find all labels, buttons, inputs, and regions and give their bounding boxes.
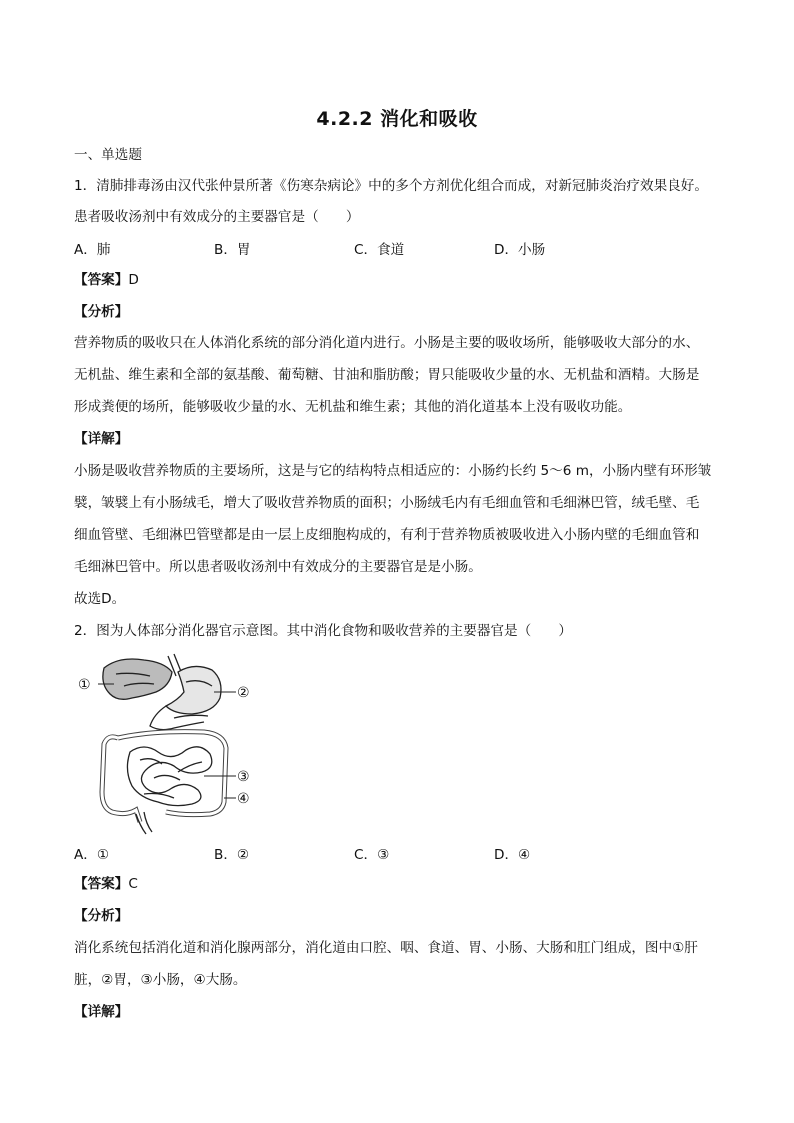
detail-label: 【详解】	[74, 1004, 129, 1020]
q1-answer	[74, 270, 734, 290]
q1-stem-line2: 患者吸收汤剂中有效成分的主要器官是（ ）	[74, 209, 360, 225]
q2-option-b: B．②	[214, 847, 250, 863]
analysis-label: 【分析】	[74, 304, 129, 320]
q2-detail-label	[74, 1002, 734, 1022]
digestive-system-figure	[74, 652, 264, 836]
q1-analysis-line: 形成粪便的场所，能够吸收少量的水、无机盐和维生素；其他的消化道基本上没有吸收功能。	[74, 399, 632, 415]
figure-label-2: ②	[237, 685, 250, 701]
q1-detail-line: 毛细淋巴管中。所以患者吸收汤剂中有效成分的主要器官是是小肠。	[74, 559, 482, 575]
q2-option-a: A．①	[74, 847, 110, 863]
q1-detail-label	[74, 429, 734, 449]
q2-analysis-line: 消化系统包括消化道和消化腺两部分，消化道由口腔、咽、食道、胃、小肠、大肠和肛门组成，图中①肝	[74, 940, 698, 956]
q1-answer-value: D	[128, 272, 139, 288]
figure-label-4: ④	[237, 791, 250, 807]
analysis-label: 【分析】	[74, 908, 129, 924]
q1-analysis-label	[74, 302, 734, 322]
q2-answer-value: C	[128, 876, 138, 892]
q2-analysis-label	[74, 906, 734, 926]
answer-label: 【答案】	[74, 272, 129, 288]
q2-option-c: C．③	[354, 847, 390, 863]
q1-analysis-line: 营养物质的吸收只在人体消化系统的部分消化道内进行。小肠是主要的吸收场所，能够吸收大部分的水、	[74, 335, 700, 351]
q1-option-b: B．胃	[214, 242, 251, 258]
figure-label-3: ③	[237, 769, 250, 785]
q1-detail-line: 小肠是吸收营养物质的主要场所，这是与它的结构特点相适应的：小肠约长约 5～6 m，小肠内壁有环形皱	[74, 463, 712, 479]
q1-analysis-line: 无机盐、维生素和全部的氨基酸、葡萄糖、甘油和脂肪酸；胃只能吸收少量的水、无机盐和酒精。大肠是	[74, 367, 700, 383]
q2-analysis-line: 脏，②胃，③小肠，④大肠。	[74, 972, 247, 988]
q1-stem-line1: 1．清肺排毒汤由汉代张仲景所著《伤寒杂病论》中的多个方剂优化组合而成，对新冠肺炎治疗效果良好。	[74, 178, 708, 194]
q2-options	[74, 843, 734, 863]
q1-option-a: A．肺	[74, 242, 111, 258]
q2-option-d: D．④	[494, 847, 531, 863]
section-heading: 一、单选题	[74, 147, 142, 163]
q1-options	[74, 238, 734, 258]
q2-stem: 2．图为人体部分消化器官示意图。其中消化食物和吸收营养的主要器官是（ ）	[74, 623, 573, 639]
q2-answer	[74, 874, 734, 894]
digestive-organs-illustration	[74, 652, 264, 836]
q1-option-d: D．小肠	[494, 242, 546, 258]
q1-option-c: C．食道	[354, 242, 405, 258]
figure-label-1: ①	[78, 677, 91, 693]
q1-detail-line: 襞，皱襞上有小肠绒毛，增大了吸收营养物质的面积；小肠绒毛内有毛细血管和毛细淋巴管，绒毛壁、毛	[74, 495, 700, 511]
q1-conclusion: 故选D。	[74, 591, 126, 607]
q1-detail-line: 细血管壁、毛细淋巴管壁都是由一层上皮细胞构成的，有利于营养物质被吸收进入小肠内壁的毛细血管和	[74, 527, 700, 543]
answer-label: 【答案】	[74, 876, 129, 892]
page-title: 4.2.2 消化和吸收	[316, 108, 478, 130]
detail-label: 【详解】	[74, 431, 129, 447]
